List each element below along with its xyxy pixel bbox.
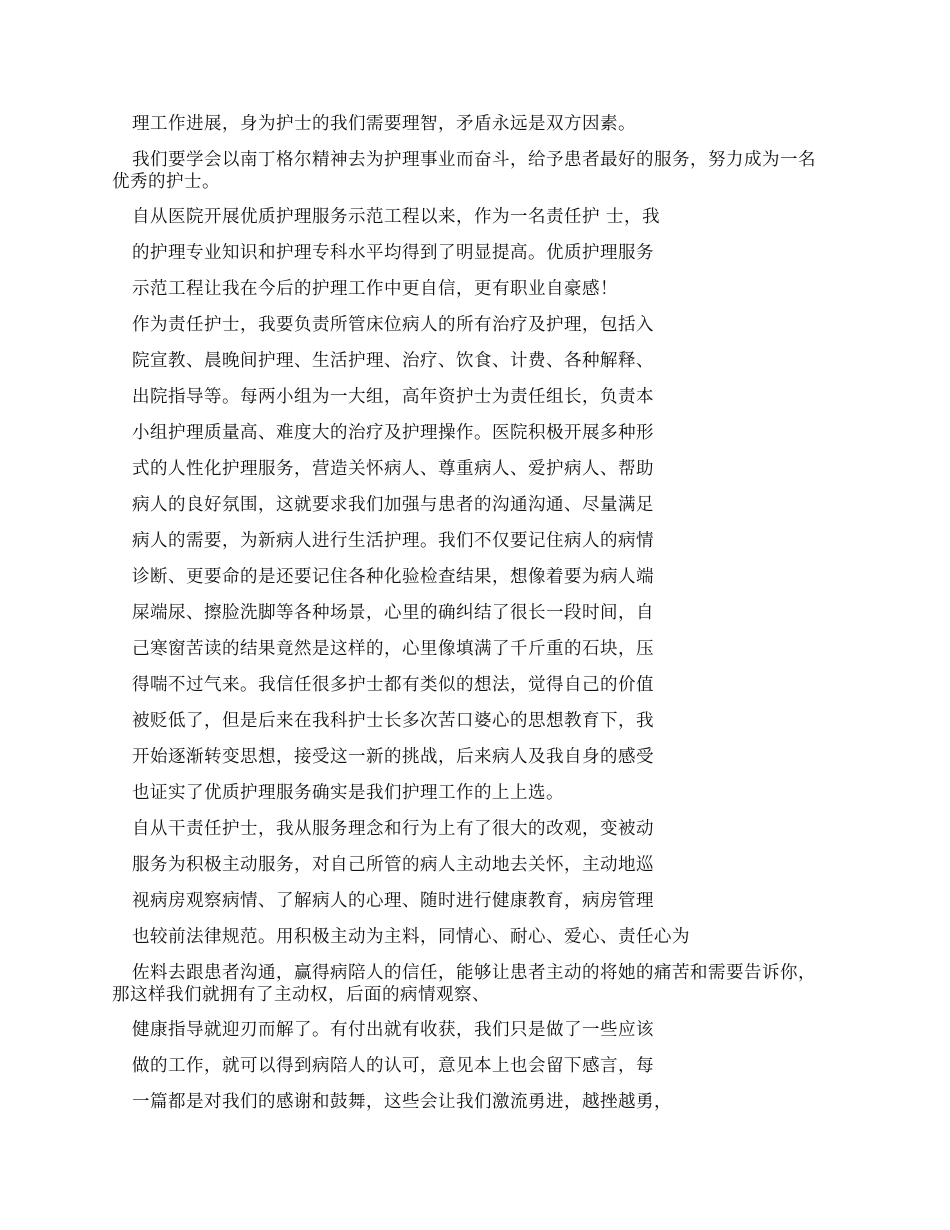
- paragraph-continuation: 优秀的护士。: [112, 172, 220, 192]
- text-paragraph: [112, 149, 852, 193]
- text-line: 示范工程让我在今后的护理工作中更自信，更有职业自豪感！: [132, 279, 618, 299]
- text-line: 院宣教、晨晚间护理、生活护理、治疗、饮食、计费、各种解释、: [132, 351, 654, 371]
- text-line: 诊断、更要命的是还要记住各种化验检查结果，想像着要为病人端: [132, 567, 654, 587]
- text-line: 也证实了优质护理服务确实是我们护理工作的上上选。: [132, 783, 564, 803]
- text-line: 病人的良好氛围，这就要求我们加强与患者的沟通沟通、尽量满足: [132, 495, 654, 515]
- text-line: 做的工作，就可以得到病陪人的认可，意见本上也会留下感言，每: [132, 1056, 654, 1076]
- text-line: 开始逐渐转变思想，接受这一新的挑战，后来病人及我自身的感受: [132, 747, 654, 767]
- text-line: 视病房观察病情、了解病人的心理、随时进行健康教育，病房管理: [132, 891, 654, 911]
- text-line: 出院指导等。每两小组为一大组，高年资护士为责任组长，负责本: [132, 387, 654, 407]
- text-line: 的护理专业知识和护理专科水平均得到了明显提高。优质护理服务: [132, 243, 654, 263]
- text-line: 病人的需要，为新病人进行生活护理。我们不仅要记住病人的病情: [132, 531, 654, 551]
- paragraph-first-line: 我们要学会以南丁格尔精神去为护理事业而奋斗，给予患者最好的服务，努力成为一名: [132, 150, 816, 170]
- text-line: 一篇都是对我们的感谢和鼓舞，这些会让我们激流勇进，越挫越勇，: [132, 1092, 672, 1112]
- text-line: 屎端尿、擦脸洗脚等各种场景，心里的确纠结了很长一段时间，自: [132, 603, 654, 623]
- text-line: 得喘不过气来。我信任很多护士都有类似的想法，觉得自己的价值: [132, 675, 654, 695]
- paragraph-continuation: 那这样我们就拥有了主动权，后面的病情观察、: [112, 985, 490, 1005]
- paragraph-first-line: 佐料去跟患者沟通，赢得病陪人的信任，能够让患者主动的将她的痛苦和需要告诉你，: [132, 963, 816, 983]
- text-line: 式的人性化护理服务，营造关怀病人、尊重病人、爱护病人、帮助: [132, 459, 654, 479]
- text-line: 服务为积极主动服务，对自己所管的病人主动地去关怀，主动地巡: [132, 855, 654, 875]
- text-paragraph: [112, 962, 852, 1006]
- text-line: 被贬低了，但是后来在我科护士长多次苦口婆心的思想教育下，我: [132, 711, 654, 731]
- text-line: 也较前法律规范。用积极主动为主料，同情心、耐心、爱心、责任心为: [132, 927, 690, 947]
- text-line: 自从干责任护士，我从服务理念和行为上有了很大的改观，变被动: [132, 819, 654, 839]
- text-line: 己寒窗苦读的结果竟然是这样的，心里像填满了千斤重的石块，压: [132, 639, 654, 659]
- text-line: 理工作进展，身为护士的我们需要理智，矛盾永远是双方因素。: [132, 114, 636, 134]
- text-line: 小组护理质量高、难度大的治疗及护理操作。医院积极开展多种形: [132, 423, 654, 443]
- text-line: 作为责任护士，我要负责所管床位病人的所有治疗及护理，包括入: [132, 315, 654, 335]
- text-line: 健康指导就迎刃而解了。有付出就有收获，我们只是做了一些应该: [132, 1020, 654, 1040]
- text-line: 自从医院开展优质护理服务示范工程以来，作为一名责任护 士，我: [132, 207, 661, 227]
